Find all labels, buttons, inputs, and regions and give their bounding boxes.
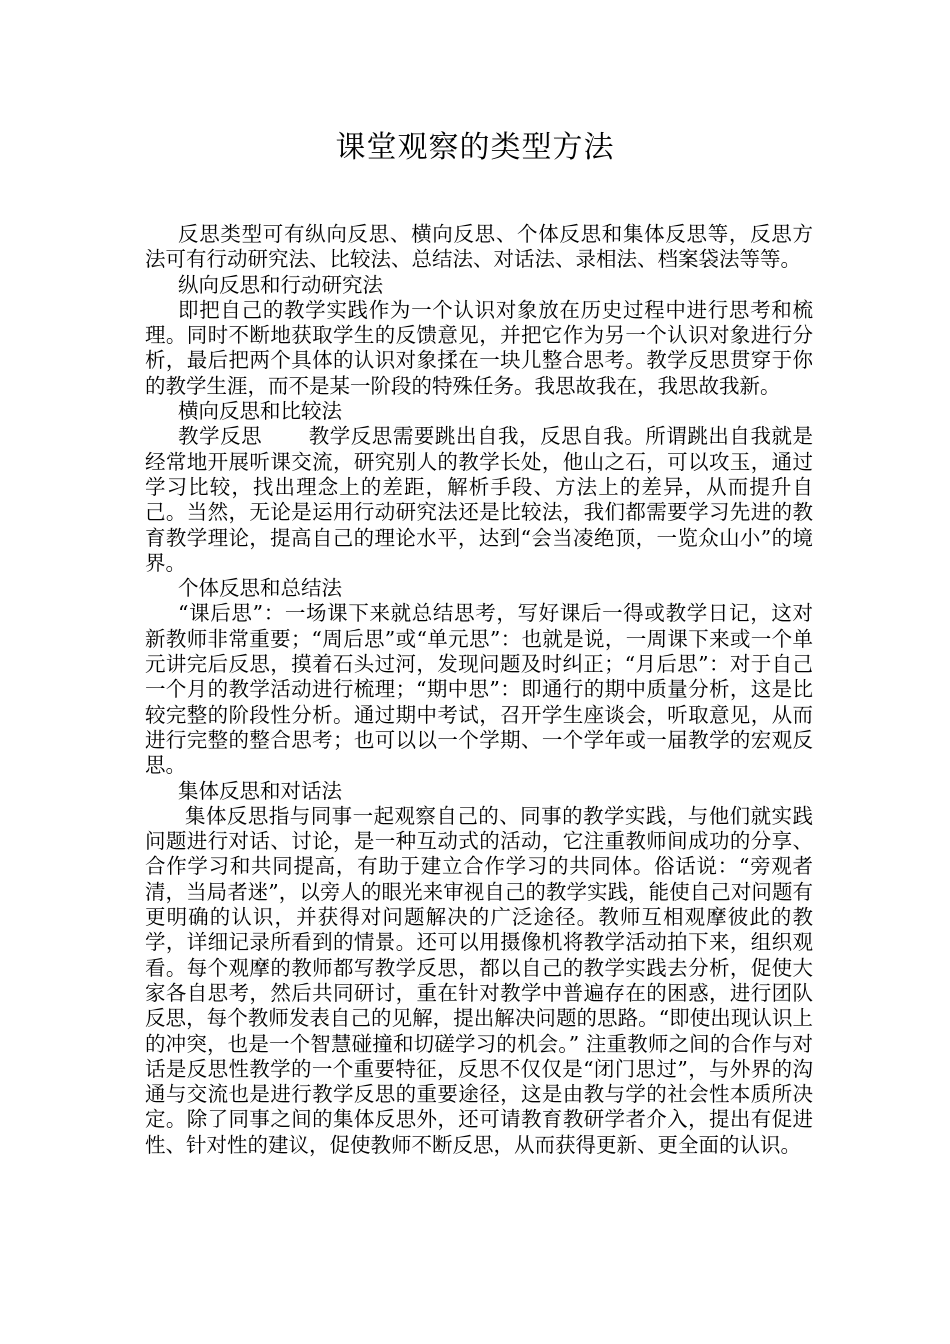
collective-reflection-paragraph: 集体反思指与同事一起观察自己的、同事的教学实践，与他们就实践问题进行对话、讨论，是一种互动式的活动，它注重教师间成功的分享、合作学习和共同提高，有助于建立合作学习的共同体。俗话说：“旁观者清，当局者迷”，以旁人的眼光来审视自己的教学实践，能使自己对问题有更明确的认识，并获得对问题解决的广泛途径。教师互相观摩彼此的教学，详细记录所看到的情景。还可以用摄像机将教学活动拍下来，组织观看。每个观摩的教师都写教学反思，都以自己的教学实践去分析，促使大家各自思考，然后共同研讨，重在针对教学中普遍存在的困惑，进行团队反思，每个教师发表自己的见解，提出解决问题的思路。“即使出现认识上的冲突，也是一个智慧碰撞和切磋学习的机会。” 注重教师之间的合作与对话是反思性教学的一个重要特征，反思不仅仅是“闭门思过”，与外界的沟通与交流也是进行教学反思的重要途径，这是由教与学的社会性本质所决定。除了同事之间的集体反思外，还可请教育教研学者介入，提出有促进性、针对性的建议，促使教师不断反思，从而获得更新、更全面的认识。 [145,803,813,1157]
horizontal-reflection-text: 教学反思需要跳出自我，反思自我。所谓跳出自我就是经常地开展听课交流，研究别人的教学长处，他山之石，可以攻玉，通过学习比较，找出理念上的差距，解析手段、方法上的差异，从而提升自己。当然，无论是运用行动研究法还是比较法，我们都需要学习先进的教育教学理论，提高自己的理论水平，达到“会当凌绝顶，一览众山小”的境界。 [145,424,814,575]
section-heading-horizontal-reflection: 横向反思和比较法 [178,399,342,424]
intro-paragraph: 反思类型可有纵向反思、横向反思、个体反思和集体反思等，反思方法可有行动研究法、比较法、总结法、对话法、录相法、档案袋法等等。 [145,222,813,272]
inline-label: 教学反思 [178,424,263,449]
page-title: 课堂观察的类型方法 [335,130,615,165]
section-heading-individual-reflection: 个体反思和总结法 [178,576,342,601]
horizontal-reflection-paragraph [145,424,813,576]
section-heading-vertical-reflection: 纵向反思和行动研究法 [178,272,383,297]
section-heading-collective-reflection: 集体反思和对话法 [178,778,342,803]
document-body [145,222,813,1158]
individual-reflection-paragraph: “课后思”：一场课下来就总结思考，写好课后一得或教学日记，这对新教师非常重要；“周后思”或“单元思”：也就是说，一周课下来或一个单元讲完后反思，摸着石头过河，发现问题及时纠正；“月后思”：对于自己一个月的教学活动进行梳理；“期中思”：即通行的期中质量分析，这是比较完整的阶段性分析。通过期中考试，召开学生座谈会，听取意见，从而进行完整的整合思考；也可以以一个学期、一个学年或一届教学的宏观反思。 [145,601,813,778]
vertical-reflection-paragraph: 即把自己的教学实践作为一个认识对象放在历史过程中进行思考和梳理。同时不断地获取学生的反馈意见，并把它作为另一个认识对象进行分析，最后把两个具体的认识对象揉在一块儿整合思考。教学反思贯穿于你的教学生涯，而不是某一阶段的特殊任务。我思故我在，我思故我新。 [145,297,813,398]
